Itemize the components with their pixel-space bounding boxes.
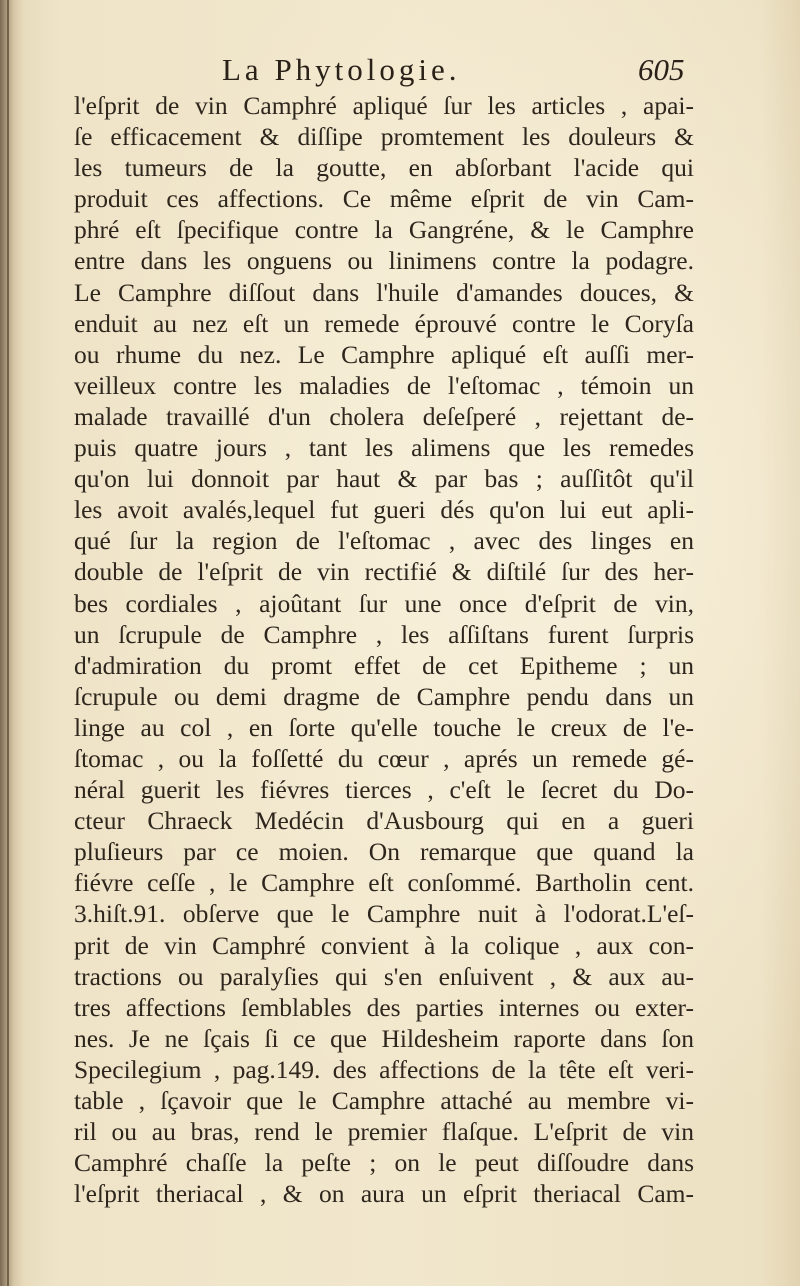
text-line: qué ſur la region de l'eſtomac , avec des linges en	[74, 526, 694, 556]
text-line: phré eſt ſpecifique contre la Gangréne, & le Camphre	[74, 215, 694, 245]
text-line: cteur Chraeck Medécin d'Ausbourg qui en a gueri	[74, 806, 694, 836]
text-line: l'eſprit theriacal , & on aura un eſprit theriacal Cam-	[74, 1179, 694, 1209]
text-line: puis quatre jours , tant les alimens que les remedes	[74, 433, 694, 463]
text-line: qu'on lui donnoit par haut & par bas ; auſſitôt qu'il	[74, 464, 694, 494]
text-line: malade travaillé d'un cholera deſeſperé , rejettant de-	[74, 401, 694, 431]
text-line: bes cordiales , ajoûtant ſur une once d'eſprit de vin,	[74, 588, 694, 618]
text-line: les tumeurs de la goutte, en abſorbant l'acide qui	[74, 153, 694, 183]
text-line: linge au col , en ſorte qu'elle touche le creux de l'e-	[74, 712, 694, 742]
body-text	[74, 90, 694, 1209]
binding-gutter	[7, 0, 9, 1286]
text-line: ſe efficacement & diſſipe promtement les douleurs &	[74, 122, 694, 152]
text-line: enduit au nez eſt un remede éprouvé contre le Coryſa	[74, 308, 694, 338]
text-line: table , ſçavoir que le Camphre attaché au membre vi-	[74, 1086, 694, 1115]
running-title: La Phytologie.	[222, 52, 461, 87]
text-line: tres affections ſemblables des parties internes ou exter-	[74, 992, 694, 1022]
text-line: entre dans les onguens ou linimens contre la podagre.	[74, 246, 694, 276]
text-line: Camphré chaſſe la peſte ; on le peut diſſoudre dans	[74, 1148, 694, 1178]
text-line: l'eſprit de vin Camphré apliqué ſur les articles , apai-	[74, 91, 694, 120]
text-line: ou rhume du nez. Le Camphre apliqué eſt auſſi mer-	[74, 339, 694, 369]
text-line: néral guerit les fiévres tierces , c'eſt le ſecret du Do-	[74, 775, 694, 805]
page-number: 605	[638, 52, 685, 87]
text-line: ſtomac , ou la foſſetté du cœur , aprés un remede gé-	[74, 743, 694, 773]
text-line: prit de vin Camphré convient à la colique , aux con-	[74, 930, 694, 960]
text-line: un ſcrupule de Camphre , les aſſiſtans furent ſurpris	[74, 619, 694, 649]
text-line: produit ces affections. Ce même eſprit de vin Cam-	[74, 184, 694, 214]
text-line: 3.hiſt.91. obſerve que le Camphre nuit à l'odorat.L'eſ-	[74, 899, 694, 929]
text-line: ſcrupule ou demi dragme de Camphre pendu dans un	[74, 681, 694, 711]
text-line: pluſieurs par ce moien. On remarque que quand la	[74, 837, 694, 867]
text-line: Specilegium , pag.149. des affections de la tête eſt veri-	[74, 1054, 694, 1084]
text-line: tractions ou paralyſies qui s'en enſuivent , & aux au-	[74, 961, 694, 991]
text-line: double de l'eſprit de vin rectifié & diſtilé ſur des her-	[74, 557, 694, 587]
text-line: ril ou au bras, rend le premier flaſque. L'eſprit de vin	[74, 1117, 694, 1147]
text-line: fiévre ceſſe , le Camphre eſt conſommé. Bartholin cent.	[74, 868, 694, 898]
text-line: veilleux contre les maladies de l'eſtomac , témoin un	[74, 370, 694, 400]
text-line: Le Camphre diſſout dans l'huile d'amandes douces, &	[74, 277, 694, 307]
text-line: les avoit avalés,lequel fut gueri dés qu'on lui eut apli-	[74, 495, 694, 525]
text-line: nes. Je ne ſçais ſi ce que Hildesheim raporte dans ſon	[74, 1023, 694, 1053]
text-line: d'admiration du promt effet de cet Epitheme ; un	[74, 650, 694, 680]
